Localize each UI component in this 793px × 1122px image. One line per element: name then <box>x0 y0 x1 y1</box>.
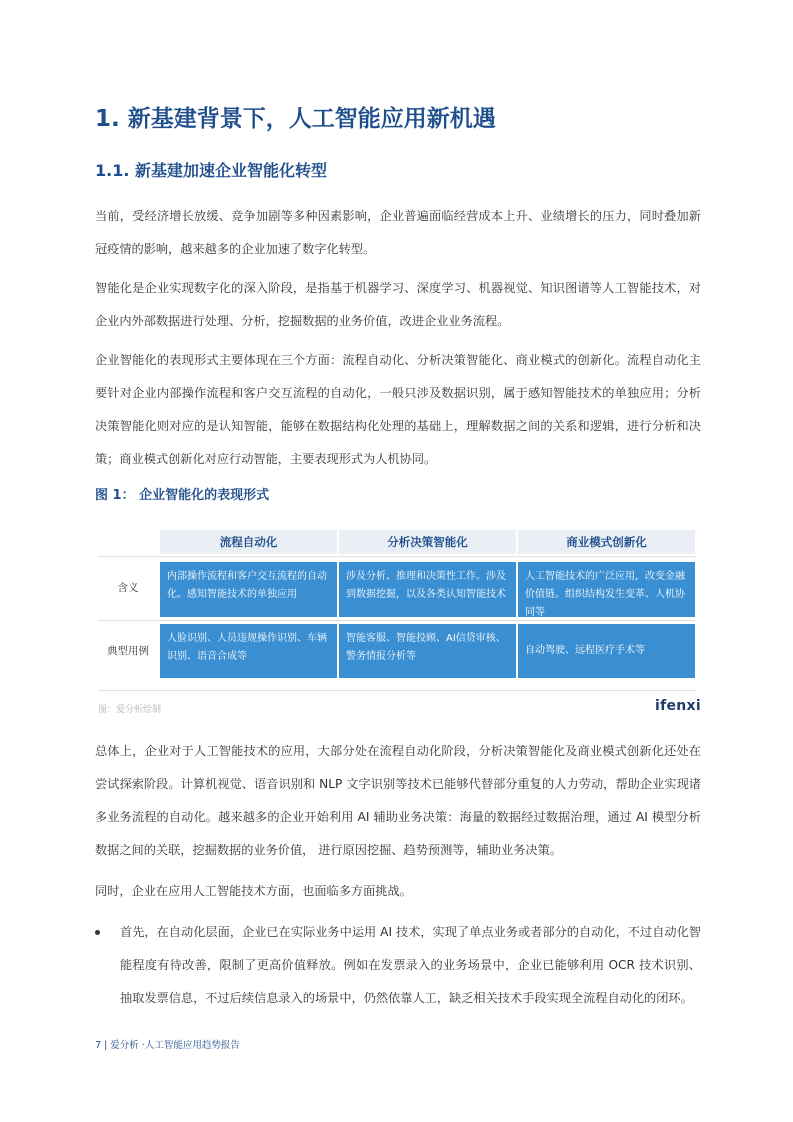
table-cell: 自动驾驶、远程医疗手术等 <box>518 624 695 678</box>
paragraph-3: 企业智能化的表现形式主要体现在三个方面：流程自动化、分析决策智能化、商业模式的创新化。流程自动化主要针对企业内部操作流程和客户交互流程的自动化，一般只涉及数据识别，属于感知智能技术的单独应用；分析决策智能化则对应的是认知智能，能够在数据结构化处理的基础上，理解数据之间的关系和逻辑，进行分析和决策；商业模式创新化对应行动智能，主要表现形式为人机协同。 <box>95 353 701 466</box>
table-cell: 内部操作流程和客户交互流程的自动化。感知智能技术的单独应用 <box>160 562 337 617</box>
section-heading: 1. 新基建背景下，人工智能应用新机遇 <box>95 106 496 132</box>
paragraph-4: 总体上，企业对于人工智能技术的应用，大部分处在流程自动化阶段，分析决策智能化及商业模式创新化还处在尝试探索阶段。计算机视觉、语音识别和 NLP 文字识别等技术已能够代替部分重复的人力劳动，帮助企业实现诸多业务流程的自动化。越来越多的企业开始利用 AI 辅助业务决策：海量的数据经过数据治理，通过 AI 模型分析数据之间的关联，挖掘数据的业务价值， 进行原因挖掘、趋势预测等，辅助业务决策。 <box>95 744 701 857</box>
table-cell: 人脸识别、人员违规操作识别、车辆识别、语音合成等 <box>160 624 337 678</box>
column-header-decision-intelligence: 分析决策智能化 <box>339 530 516 554</box>
paragraph-1: 当前，受经济增长放缓、竞争加剧等多种因素影响，企业普遍面临经营成本上升、业绩增长的压力，同时叠加新冠疫情的影响，越来越多的企业加速了数字化转型。 <box>95 209 701 256</box>
table-cell: 人工智能技术的广泛应用，改变金融价值链。组织结构发生变革、人机协同等 <box>518 562 695 617</box>
paragraph-2: 智能化是企业实现数字化的深入阶段，是指基于机器学习、深度学习、机器视觉、知识图谱等人工智能技术，对企业内外部数据进行处理、分析，挖掘数据的业务价值，改进企业业务流程。 <box>95 281 701 328</box>
table-divider <box>98 556 696 557</box>
figure-source: 图：爱分析绘制 <box>98 705 162 715</box>
table-divider <box>98 690 696 691</box>
table-cell: 智能客服、智能投顾、AI信贷审核、警务情报分析等 <box>339 624 516 678</box>
column-header-process-automation: 流程自动化 <box>160 530 337 554</box>
page-footer: 7 | 爱分析 ·人工智能应用趋势报告 <box>95 1040 240 1051</box>
subsection-heading: 1.1. 新基建加速企业智能化转型 <box>95 161 327 180</box>
ifenxi-logo: ifenxi <box>655 698 701 714</box>
bullet-icon <box>95 930 100 935</box>
row-label-use-cases: 典型用例 <box>107 645 149 657</box>
table-cell: 涉及分析、推理和决策性工作。涉及到数据挖掘，以及各类认知智能技术 <box>339 562 516 617</box>
bullet-paragraph: 首先，在自动化层面，企业已在实际业务中运用 AI 技术，实现了单点业务或者部分的自动化，不过自动化智能程度有待改善，限制了更高价值释放。例如在发票录入的业务场景中，企业已能够利用 OCR 技术识别、抽取发票信息，不过后续信息录入的场景中，仍然依靠人工，缺乏相关技术手段实现全流程自动化的闭环。 <box>120 925 701 1005</box>
paragraph-5: 同时，企业在应用人工智能技术方面，也面临多方面挑战。 <box>95 884 412 898</box>
row-label-meaning: 含义 <box>117 582 139 594</box>
figure-caption: 图 1： 企业智能化的表现形式 <box>95 488 270 503</box>
table-divider <box>98 620 696 621</box>
column-header-business-innovation: 商业模式创新化 <box>518 530 695 554</box>
